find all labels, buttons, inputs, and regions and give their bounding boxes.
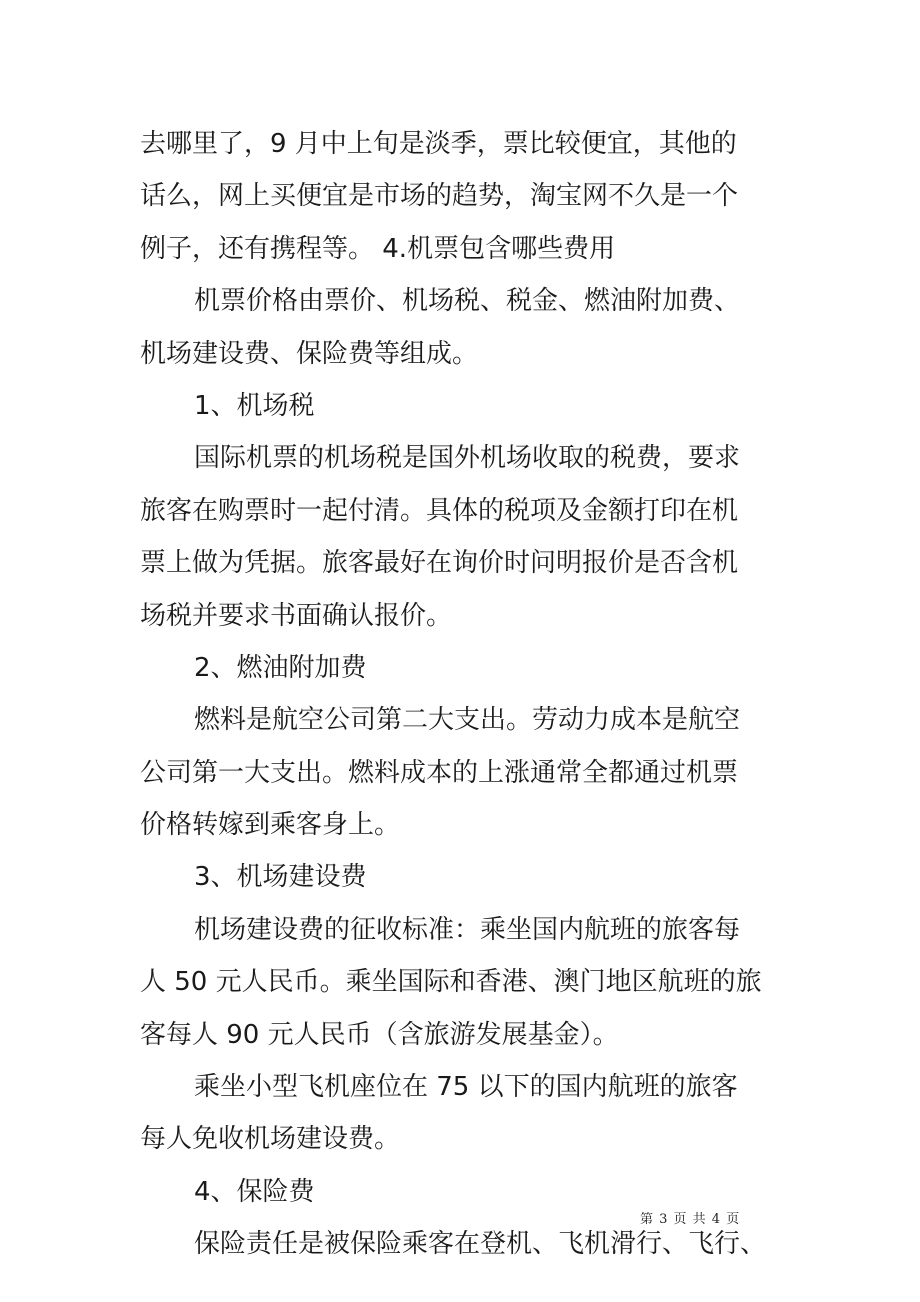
- text-line: 票上做为凭据。旅客最好在询价时问明报价是否含机: [140, 548, 739, 579]
- paragraph-start: 机票价格由票价、机场税、税金、燃油附加费、: [194, 286, 741, 317]
- section-heading-airport-construction-fee: 3、机场建设费: [194, 862, 367, 893]
- section-heading-insurance-fee: 4、保险费: [194, 1176, 315, 1207]
- text-line: 去哪里了，9 月中上旬是淡季，票比较便宜，其他的: [140, 129, 737, 159]
- paragraph-start: 机场建设费的征收标准：乘坐国内航班的旅客每: [194, 914, 741, 945]
- text-line: 场税并要求书面确认报价。: [140, 600, 453, 631]
- text-line: 价格转嫁到乘客身上。: [140, 810, 401, 841]
- section-heading-fuel-surcharge: 2、燃油附加费: [194, 652, 367, 683]
- text-line: 每人免收机场建设费。: [140, 1124, 401, 1155]
- text-line: 机场建设费、保险费等组成。: [140, 338, 479, 369]
- section-heading-airport-tax: 1、机场税: [194, 390, 315, 421]
- body-text: [140, 118, 790, 1271]
- page-number-footer: 第 3 页 共 4 页: [640, 1212, 741, 1227]
- text-line: 人 50 元人民币。乘坐国际和香港、澳门地区航班的旅: [140, 967, 762, 998]
- text-line: 话么，网上买便宜是市场的趋势，淘宝网不久是一个: [140, 181, 739, 212]
- paragraph-start: 燃料是航空公司第二大支出。劳动力成本是航空: [194, 705, 741, 736]
- text-line: 例子，还有携程等。 4.机票包含哪些费用: [140, 233, 616, 264]
- paragraph-start: 乘坐小型飞机座位在 75 以下的国内航班的旅客: [194, 1072, 738, 1103]
- text-line: 旅客在购票时一起付清。具体的税项及金额打印在机: [140, 495, 739, 526]
- text-line: 公司第一大支出。燃料成本的上涨通常全都通过机票: [140, 757, 739, 788]
- paragraph-start: 保险责任是被保险乘客在登机、飞机滑行、飞行、: [194, 1229, 767, 1260]
- paragraph-start: 国际机票的机场税是国外机场收取的税费，要求: [194, 443, 741, 474]
- text-line: 客每人 90 元人民币（含旅游发展基金）。: [140, 1019, 619, 1050]
